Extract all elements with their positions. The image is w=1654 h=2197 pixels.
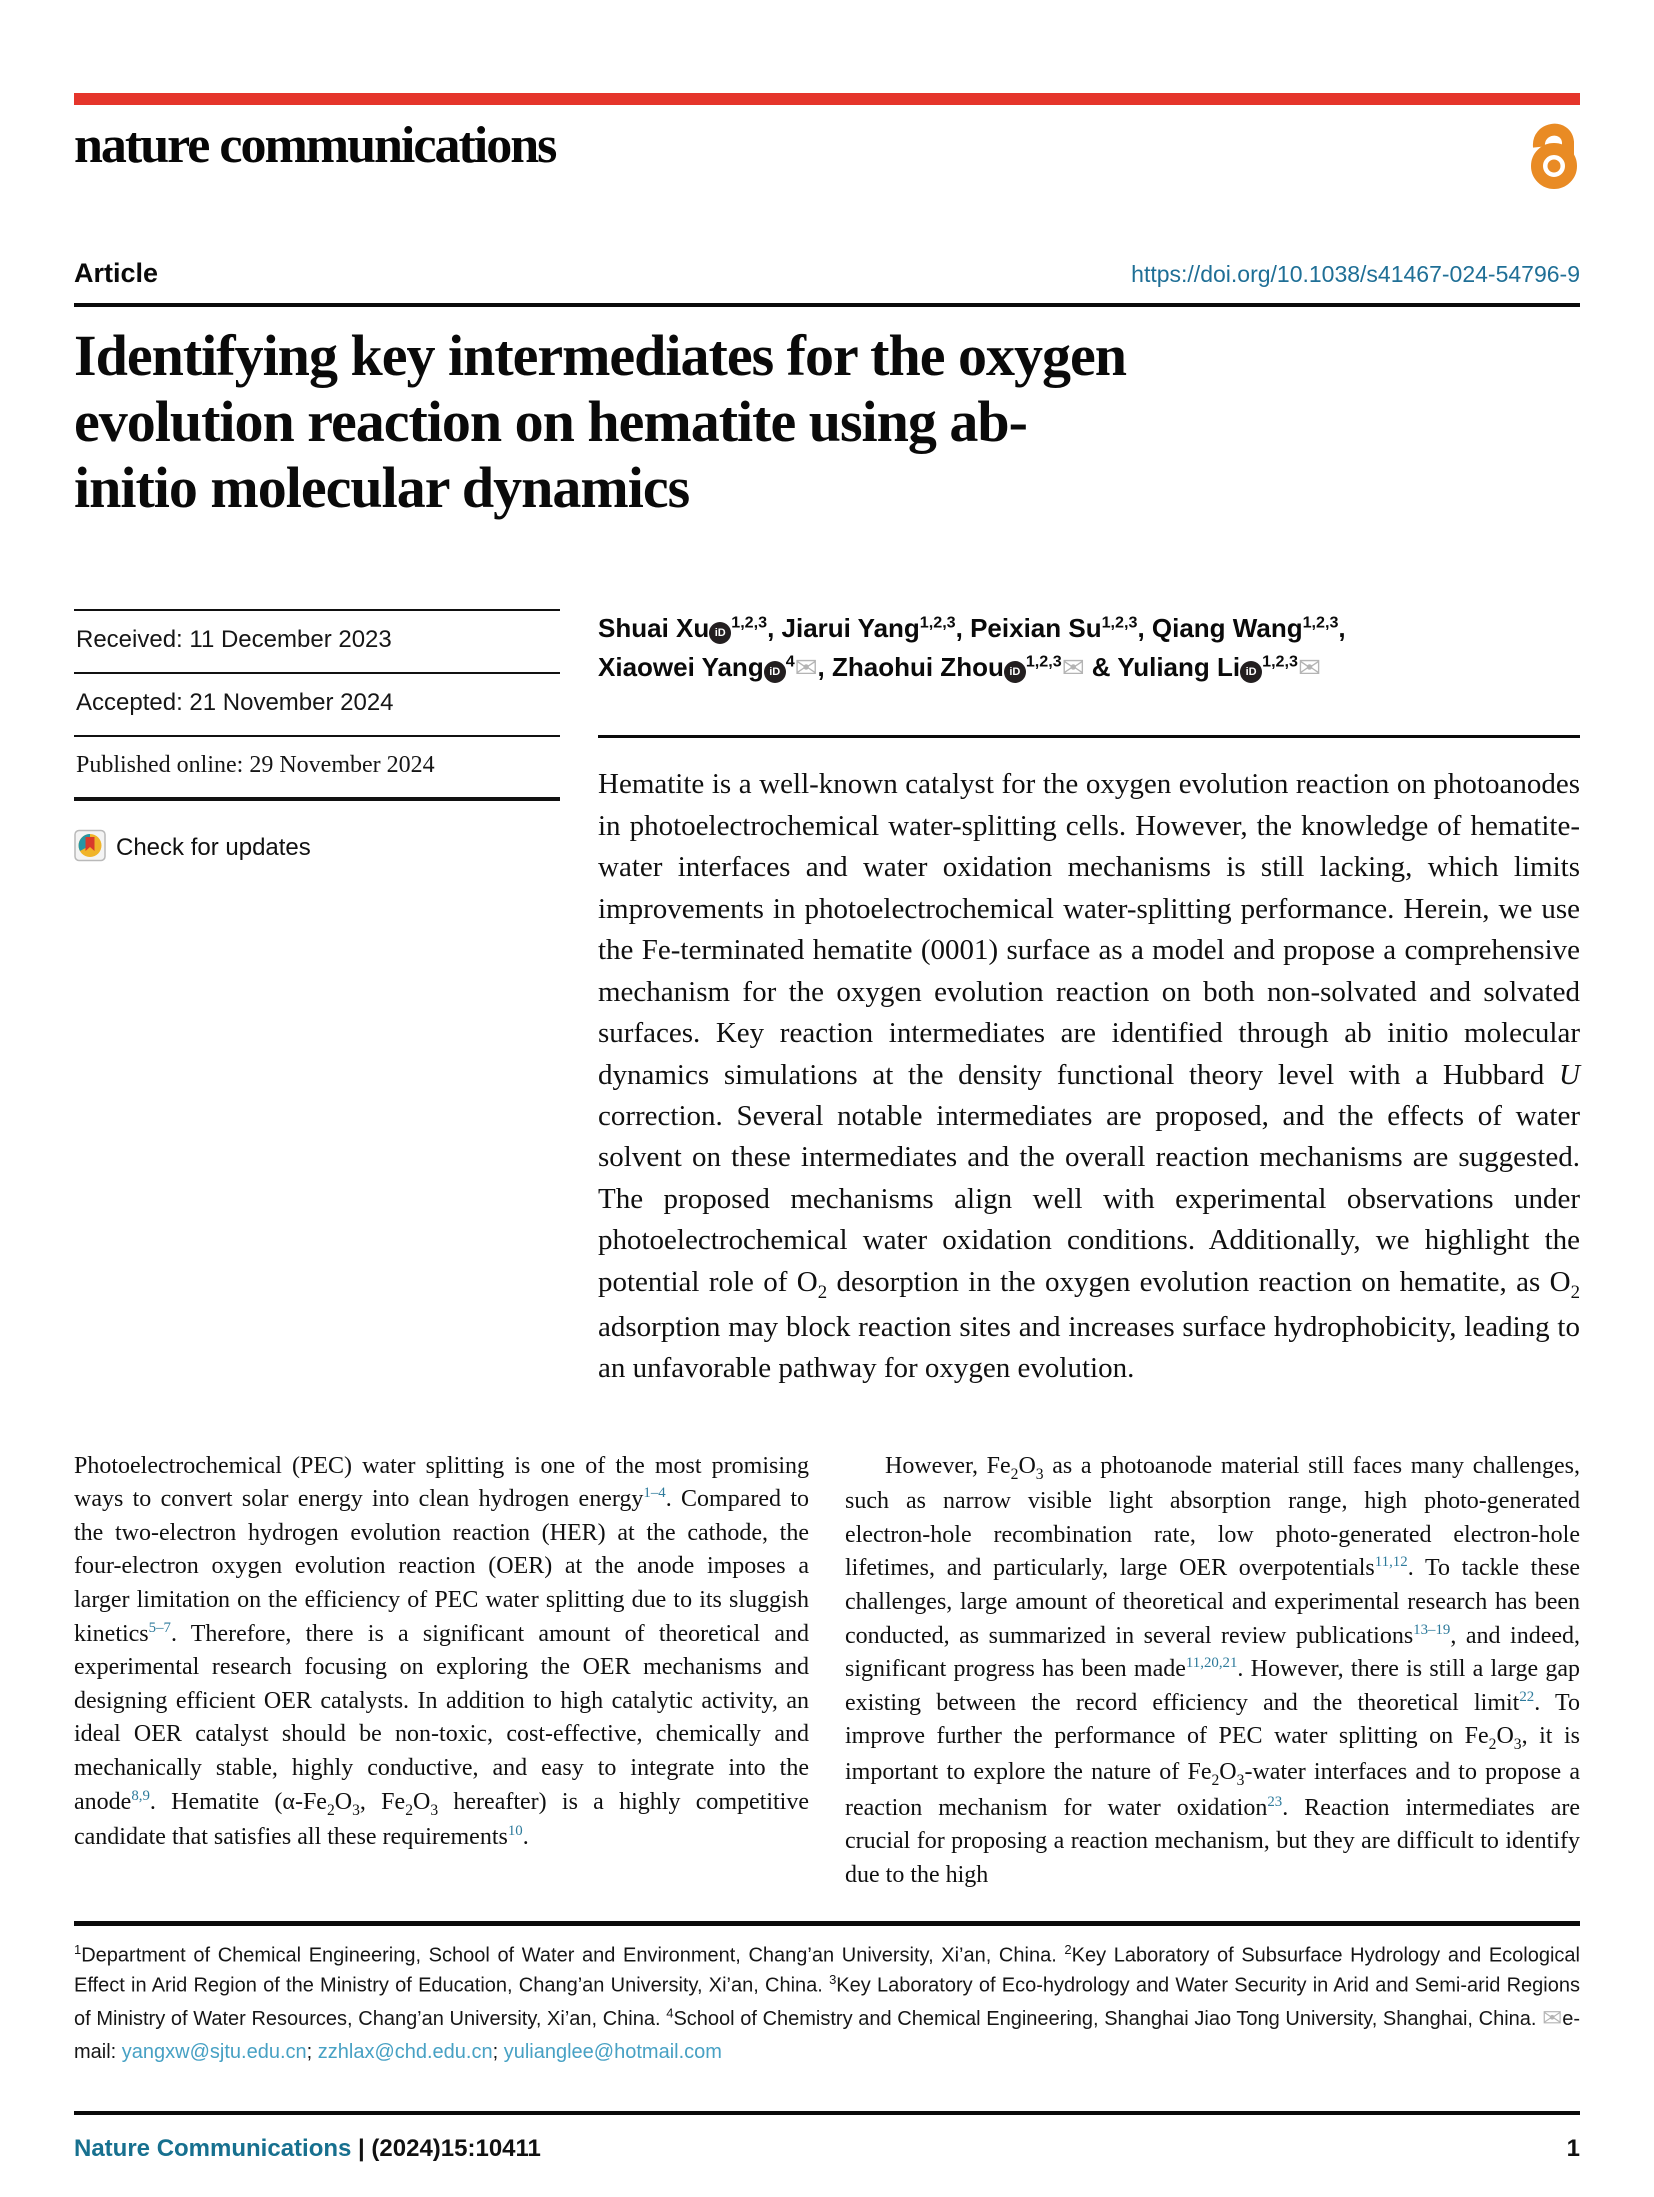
orcid-icon[interactable]: iD <box>1004 661 1026 683</box>
journal-citation <box>74 2135 541 2163</box>
chemical-subscript: 3 <box>352 1801 360 1819</box>
reference-link[interactable]: 11,20,21 <box>1185 1655 1238 1672</box>
body-paragraph: Photoelectrochemical (PEC) water splitting is one of the most promising ways to convert solar energy into clean hydrogen energy$^{1-4}$. Compared to the two-electron hydrogen evolution reaction (HER) at the cathode, the four-electron oxygen evolution reaction (OER) at the anode imposes a larger limitation on the efficiency of PEC water splitting due to its sluggish kinetics$^{5-7}$. Therefore, there is a significant amount of theoretical and experimental research focusing on exploring the OER mechanisms and designing efficient OER catalysts. In addition to high catalytic activity, an ideal OER catalyst should be non-toxic, cost-effective, chemically and mechanically stable, highly conductive, and easy to integrate into the anode$^{8,9}$. Hematite ($\alpha-Fe_2O_3$, $Fe_2O_3$ hereafter) is a highly competitive candidate that satisfies all these requirements$^{10}$. <box>74 1452 810 1851</box>
chemical-subscript: 2 <box>1570 1281 1580 1303</box>
accepted-date: Accepted: 21 November 2024 <box>74 672 560 735</box>
affiliation-superscript: 1,2,3 <box>1302 613 1339 632</box>
affiliation-superscript: 1,2,3 <box>1101 613 1138 632</box>
body-column-left <box>74 1450 809 1893</box>
header-divider <box>74 303 1580 307</box>
authors-abstract-column <box>598 609 1580 1389</box>
mail-icon: ✉ <box>1542 2005 1563 2032</box>
dates-column <box>74 609 560 1389</box>
body-paragraph: However, $Fe_2O_3$ as a photoanode material still faces many challenges, such as narrow visible light absorption range, high photo-generated electron-hole recombination rate, low photo-generated electron-hole lifetimes, and particularly, large OER overpotentials$^{11,12}$. To tackle these challenges, large amount of theoretical and experimental research has been conducted, as summarized in several review publications$^{13-19}$, and indeed, significant progress has been made$^{11,20,21}$. However, there is still a large gap existing between the record efficiency and the theoretical limit$^{22}$. To improve further the performance of PEC water splitting on $Fe_2O_3$, it is important to explore the nature of $Fe_2O_3$-water interfaces and to propose a reaction mechanism for water oxidation$^{23}$. Reaction intermediates are crucial for proposing a reaction mechanism, but they are difficult to identify due to the high <box>845 1452 1581 1888</box>
check-for-updates-button[interactable] <box>74 827 311 868</box>
chemical-subscript: 3 <box>430 1801 439 1819</box>
masthead <box>74 105 1580 194</box>
dates-divider <box>74 797 560 801</box>
affiliation-superscript: 2 <box>1064 1941 1072 1957</box>
chemical-subscript: 3 <box>1236 1771 1245 1789</box>
chemical-subscript: 2 <box>405 1801 413 1819</box>
reference-link[interactable]: 8,9 <box>131 1787 150 1804</box>
doi-link[interactable]: https://doi.org/10.1038/s41467-024-54796-9 <box>1131 261 1580 287</box>
reference-link[interactable]: 11,12 <box>1374 1554 1408 1571</box>
page-number: 1 <box>1566 2135 1580 2162</box>
reference-link[interactable]: 23 <box>1267 1793 1283 1810</box>
chemical-subscript: 2 <box>326 1801 335 1819</box>
published-date: Published online: 29 November 2024 <box>74 735 560 797</box>
chemical-subscript: 2 <box>817 1281 828 1303</box>
chemical-subscript: 3 <box>1035 1465 1044 1483</box>
received-date: Received: 11 December 2023 <box>74 609 560 672</box>
email-link[interactable]: zzhlax@chd.edu.cn <box>317 2041 493 2063</box>
italic-symbol: U <box>1559 1058 1580 1091</box>
affiliation-superscript: 4 <box>785 652 795 671</box>
article-type-label: Article <box>74 258 159 288</box>
mail-icon: ✉ <box>1061 652 1085 684</box>
meta-section <box>74 609 1580 1389</box>
mail-icon: ✉ <box>1297 652 1321 684</box>
masthead-red-bar <box>74 93 1580 105</box>
journal-footer <box>74 2135 1580 2163</box>
page-bottom <box>74 1921 1580 2163</box>
affiliation-superscript: 1,2,3 <box>919 613 956 632</box>
journal-name-link[interactable]: Nature Communications <box>74 2135 352 2162</box>
mail-icon: ✉ <box>794 652 818 684</box>
orcid-icon[interactable]: iD <box>764 661 786 683</box>
citation-text: | (2024)15:10411 <box>351 2135 541 2162</box>
chemical-subscript: 2 <box>1010 1465 1019 1483</box>
affiliation-superscript: 3 <box>829 1972 837 1988</box>
orcid-icon[interactable]: iD <box>1240 661 1262 683</box>
email-link[interactable]: yangxw@sjtu.edu.cn <box>121 2041 307 2063</box>
author-list: Shuai Xu iD$^{1,2,3}$, Jiarui Yang$^{1,2,3}$, Peixian Su$^{1,2,3}$, Qiang Wang$^{1,2,3}$, Xiaowei Yang iD$^4$✉, Zhaohui Zhou iD$^{1,2,3}$✉ & Yuliang Li iD$^{1,2,3}$✉ <box>598 613 1346 684</box>
orcid-icon[interactable]: iD <box>709 622 731 644</box>
article-header-row <box>74 258 1580 289</box>
affiliation-superscript: 1,2,3 <box>1262 652 1298 671</box>
reference-link[interactable]: 1–4 <box>643 1485 666 1502</box>
affiliation-superscript: 1,2,3 <box>731 613 768 632</box>
chemical-subscript: 2 <box>1211 1771 1220 1789</box>
article-title: Identifying key intermediates for the oxygen evolution reaction on hematite using ab- initio molecular dynamics <box>74 323 1126 521</box>
chemical-subscript: 2 <box>1488 1736 1497 1754</box>
affiliation-superscript: 1,2,3 <box>1025 652 1062 671</box>
reference-link[interactable]: 5–7 <box>148 1619 171 1636</box>
body-column-right <box>845 1450 1580 1893</box>
affiliations-footnote: $^1$Department of Chemical Engineering, School of Water and Environment, Chang’an University, Xi’an, China. $^2$Key Laboratory of Subsurface Hydrology and Ecological Effect in Arid Region of the Ministry of Education, Chang’an University, Xi’an, China. $^3$Key Laboratory of Eco-hydrology and Water Security in Arid and Semi-arid Regions of Ministry of Water Resources, Chang’an University, Xi’an, China. $^4$School of Chemistry and Chemical Engineering, Shanghai Jiao Tong University, Shanghai, China. ✉e-mail: yangxw@sjtu.edu.cn; zzhlax@chd.edu.cn; yulianglee@hotmail.com <box>74 1941 1581 2063</box>
open-access-icon <box>1524 115 1580 194</box>
chemical-subscript: 3 <box>1513 1736 1522 1754</box>
body-columns <box>74 1450 1580 1893</box>
abstract-text: Hematite is a well-known catalyst for the oxygen evolution reaction on photoanodes in photoelectrochemical water-splitting cells. However, the knowledge of hematite-water interfaces and water oxidation mechanisms is still lacking, which limits improvements in photoelectrochemical water-splitting performance. Herein, we use the Fe-terminated hematite (0001) surface as a model and propose a comprehensive mechanism for the oxygen evolution reaction on both non-solvated and solvated surfaces. Key reaction intermediates are identified through ab initio molecular dynamics simulations at the density functional theory level with a Hubbard U correction. Several notable intermediates are proposed, and the effects of water solvent on these intermediates and the overall reaction mechanisms are suggested. The proposed mechanisms align well with experimental observations under photoelectrochemical water oxidation conditions. Additionally, we highlight the potential role of $O_2$ desorption in the oxygen evolution reaction on hematite, as $O_2$ adsorption may block reaction sites and increases surface hydrophobicity, leading to an unfavorable pathway for oxygen evolution. <box>598 768 1580 1385</box>
affiliation-superscript: 1 <box>74 1941 82 1957</box>
authors-divider <box>598 735 1580 738</box>
reference-link[interactable]: 10 <box>507 1823 523 1840</box>
affiliation-superscript: 4 <box>666 2005 674 2021</box>
email-link[interactable]: yulianglee@hotmail.com <box>503 2041 722 2063</box>
journal-logo: nature communications <box>74 117 556 174</box>
check-for-updates-label: Check for updates <box>116 833 311 861</box>
footer-divider <box>74 2111 1580 2115</box>
crossmark-icon <box>74 827 106 868</box>
reference-link[interactable]: 13–19 <box>1413 1621 1451 1638</box>
reference-link[interactable]: 22 <box>1519 1688 1535 1705</box>
footnote-divider <box>74 1921 1580 1926</box>
